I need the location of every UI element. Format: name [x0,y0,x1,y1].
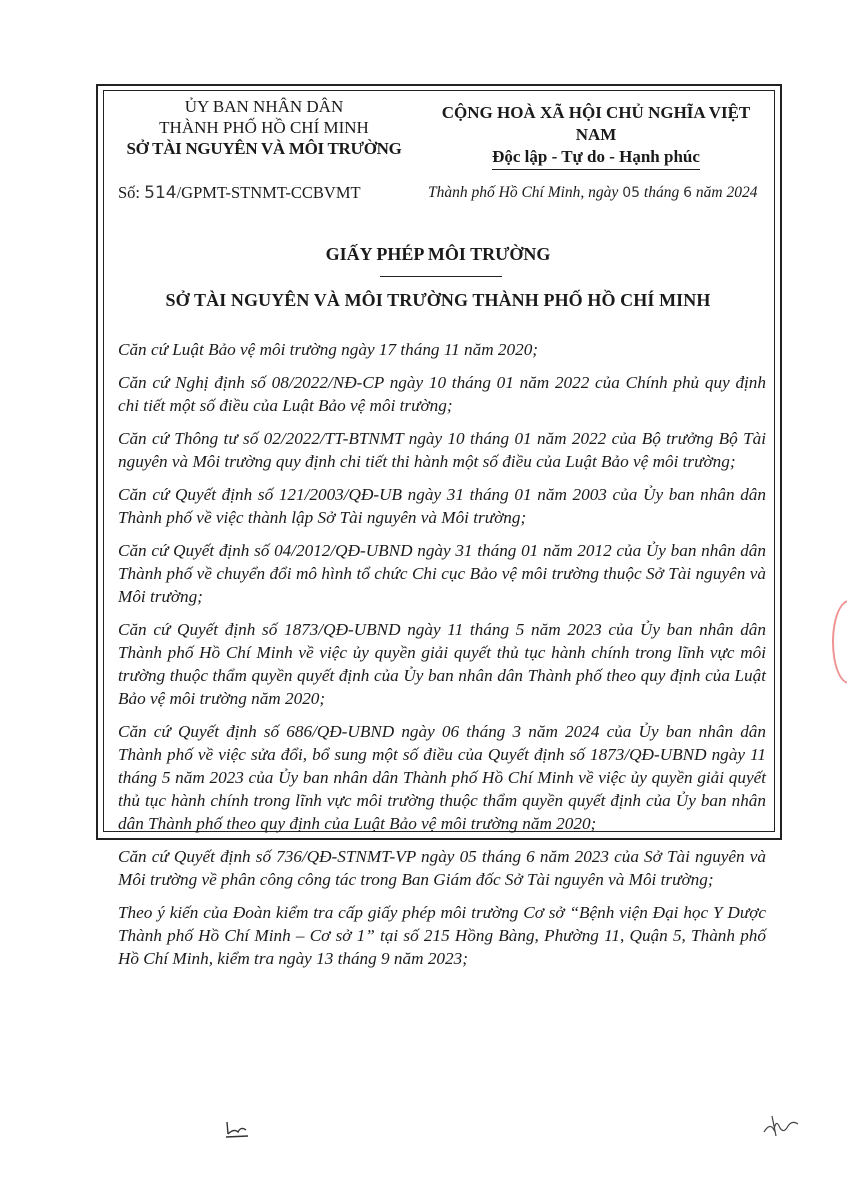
document-number [118,183,361,203]
legal-basis-item: Căn cứ Nghị định số 08/2022/NĐ-CP ngày 10 tháng 01 năm 2022 của Chính phủ quy định chi tiết một số điều của Luật Bảo vệ môi trường; [118,373,766,415]
legal-basis-item: Theo ý kiến của Đoàn kiểm tra cấp giấy phép môi trường Cơ sở “Bệnh viện Đại học Y Dược Thành phố Hồ Chí Minh – Cơ sở 1” tại số 215 Hồng Bàng, Phường 11, Quận 5, Thành phố Hồ Chí Minh, kiểm tra ngày 13 tháng 9 năm 2023; [118,903,766,968]
national-motto: Độc lập - Tự do - Hạnh phúc [492,146,700,170]
date-line [428,184,757,202]
doc-number-suffix: /GPMT-STNMT-CCBVMT [176,183,361,202]
handwritten-signature-icon [762,1112,800,1140]
issuer-heading: SỞ TÀI NGUYÊN VÀ MÔI TRƯỜNG THÀNH PHỐ HỒ CHÍ MINH [165,290,711,310]
issuing-agency-block [118,96,410,159]
date-place: Thành phố Hồ Chí Minh, ngày [428,184,619,201]
legal-basis-item: Căn cứ Luật Bảo vệ môi trường ngày 17 tháng 11 năm 2020; [118,340,539,359]
legal-basis-item: Căn cứ Quyết định số 04/2012/QĐ-UBND ngày 31 tháng 01 năm 2012 của Ủy ban nhân dân Thành phố về chuyển đổi mô hình tổ chức Chi cục Bảo vệ môi trường thuộc Sở Tài nguyên và Môi trường; [118,541,766,606]
legal-basis-item: Căn cứ Quyết định số 1873/QĐ-UBND ngày 11 tháng 5 năm 2023 của Ủy ban nhân dân Thành phố Hồ Chí Minh về việc ủy quyền giải quyết thủ tục hành chính trong lĩnh vực môi trường thuộc thẩm quyền quyết định của Ủy ban nhân dân Thành phố theo quy định của Luật Bảo vệ môi trường năm 2020; [118,620,766,708]
doc-number-prefix: Số: [118,183,141,202]
date-month-label: tháng [643,184,680,201]
legal-basis-item: Căn cứ Quyết định số 686/QĐ-UBND ngày 06 tháng 3 năm 2024 của Ủy ban nhân dân Thành phố về việc sửa đổi, bổ sung một số điều của Quyết định số 1873/QĐ-UBND ngày 11 tháng 5 năm 2023 của Ủy ban nhân dân Thành phố Hồ Chí Minh về việc ủy quyền giải quyết thủ tục hành chính trong lĩnh vực môi trường thuộc thẩm quyền quyết định của Ủy ban nhân dân Thành phố theo quy định của Luật Bảo vệ môi trường năm 2020; [118,722,766,833]
national-motto-block [420,102,772,170]
title-underline [380,276,502,277]
agency-line-3: SỞ TÀI NGUYÊN VÀ MÔI TRƯỜNG [126,139,402,158]
legal-basis-item: Căn cứ Quyết định số 736/QĐ-STNMT-VP ngày 05 tháng 6 năm 2023 của Sở Tài nguyên và Môi trường về phân công công tác trong Ban Giám đốc Sở Tài nguyên và Môi trường; [118,847,766,889]
agency-line-2: THÀNH PHỐ HỒ CHÍ MINH [159,118,369,137]
legal-basis-item: Căn cứ Thông tư số 02/2022/TT-BTNMT ngày 10 tháng 01 năm 2022 của Bộ trưởng Bộ Tài nguyên và Môi trường quy định chi tiết thi hành một số điều của Luật Bảo vệ môi trường; [118,429,766,471]
red-stamp-edge-icon [832,600,847,684]
date-month: 6 [683,185,692,201]
date-day: 05 [622,185,641,201]
handwritten-initial-icon [224,1118,250,1140]
agency-line-1: ỦY BAN NHÂN DÂN [184,97,344,116]
doc-number-value: 514 [144,183,177,203]
national-title: CỘNG HOÀ XÃ HỘI CHỦ NGHĨA VIỆT NAM [441,103,751,144]
document-title: GIẤY PHÉP MÔI TRƯỜNG [325,244,551,264]
date-year: năm 2024 [695,184,758,201]
legal-basis-item: Căn cứ Quyết định số 121/2003/QĐ-UB ngày 31 tháng 01 năm 2003 của Ủy ban nhân dân Thành phố về việc thành lập Sở Tài nguyên và Môi trường; [118,485,766,527]
legal-basis-list [118,338,766,980]
